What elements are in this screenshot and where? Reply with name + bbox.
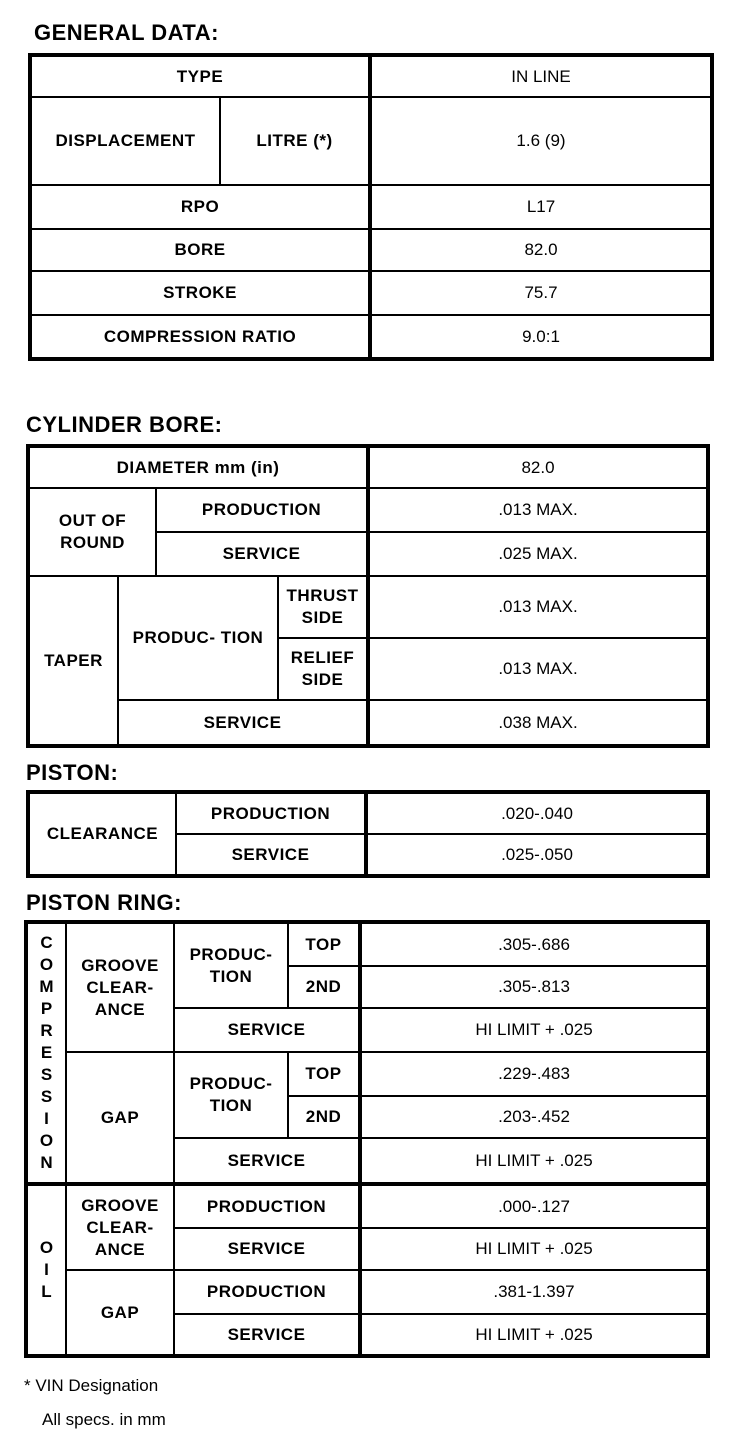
cylinder-bore-heading: CYLINDER BORE: (26, 412, 223, 437)
table-row (26, 1270, 708, 1314)
oil-groove-clearance-label: GROOVE CLEAR- ANCE (66, 1184, 174, 1270)
rpo-label: RPO (30, 185, 370, 229)
oil-gap-service-label: SERVICE (174, 1314, 360, 1356)
taper-label: TAPER (28, 576, 118, 746)
table-row (28, 700, 708, 746)
piston-production-label: PRODUCTION (176, 792, 366, 834)
table-row (26, 922, 708, 966)
piston-heading: PISTON: (26, 760, 119, 785)
comp-groove-2nd-value: .305-.813 (360, 966, 708, 1008)
vertical-letter: P (40, 999, 53, 1018)
out-of-round-label: OUT OF ROUND (28, 488, 156, 576)
stroke-value: 75.7 (370, 271, 712, 315)
diameter-label: DIAMETER mm (in) (28, 446, 368, 488)
piston-service-value: .025-.050 (366, 834, 708, 876)
table-row (30, 315, 712, 359)
vertical-letter: C (40, 933, 53, 952)
relief-side-label: RELIEF SIDE (278, 638, 368, 700)
vertical-letter: I (44, 1109, 49, 1128)
comp-gap-production-label: PRODUC- TION (174, 1052, 288, 1138)
table-row (28, 576, 708, 638)
piston-service-label: SERVICE (176, 834, 366, 876)
comp-gap-service-value: HI LIMIT + .025 (360, 1138, 708, 1184)
general-data-heading: GENERAL DATA: (34, 20, 219, 45)
table-row (30, 229, 712, 271)
stroke-label: STROKE (30, 271, 370, 315)
oil-groove-service-label: SERVICE (174, 1228, 360, 1270)
cylinder-bore-table (26, 444, 710, 748)
comp-groove-top-label: TOP (288, 922, 360, 966)
general-data-table (28, 53, 714, 361)
bore-label: BORE (30, 229, 370, 271)
comp-groove-service-label: SERVICE (174, 1008, 360, 1052)
vin-note: * VIN Designation (24, 1376, 159, 1395)
comp-gap-2nd-label: 2ND (288, 1096, 360, 1138)
comp-groove-2nd-label: 2ND (288, 966, 360, 1008)
taper-service-value: .038 MAX. (368, 700, 708, 746)
taper-service-label: SERVICE (118, 700, 368, 746)
vertical-letter: I (44, 1260, 49, 1279)
comp-gap-2nd-value: .203-.452 (360, 1096, 708, 1138)
oil-groove-production-value: .000-.127 (360, 1184, 708, 1228)
units-note: All specs. in mm (42, 1410, 166, 1429)
rpo-value: L17 (370, 185, 712, 229)
comp-gap-top-value: .229-.483 (360, 1052, 708, 1096)
table-row (26, 1052, 708, 1096)
comp-gap-top-label: TOP (288, 1052, 360, 1096)
comp-gap-service-label: SERVICE (174, 1138, 360, 1184)
litre-value: 1.6 (9) (370, 97, 712, 185)
oil-gap-production-label: PRODUCTION (174, 1270, 360, 1314)
vertical-letter: E (40, 1043, 53, 1062)
compression-vertical-label (26, 922, 66, 1184)
litre-label: LITRE (*) (220, 97, 370, 185)
oor-service-label: SERVICE (156, 532, 368, 576)
oil-groove-production-label: PRODUCTION (174, 1184, 360, 1228)
comp-groove-production-label: PRODUC- TION (174, 922, 288, 1008)
type-value: IN LINE (370, 55, 712, 97)
comp-gap-label: GAP (66, 1052, 174, 1184)
vertical-letter: O (39, 1238, 54, 1257)
thrust-side-value: .013 MAX. (368, 576, 708, 638)
piston-ring-table (24, 920, 710, 1358)
compression-ratio-label: COMPRESSION RATIO (30, 315, 370, 359)
table-row (30, 97, 712, 185)
oor-production-label: PRODUCTION (156, 488, 368, 532)
vertical-letter: R (40, 1021, 53, 1040)
table-row (28, 488, 708, 532)
relief-side-value: .013 MAX. (368, 638, 708, 700)
oil-gap-production-value: .381-1.397 (360, 1270, 708, 1314)
table-row (30, 271, 712, 315)
table-row (28, 792, 708, 834)
diameter-value: 82.0 (368, 446, 708, 488)
oor-service-value: .025 MAX. (368, 532, 708, 576)
table-row (28, 446, 708, 488)
thrust-side-label: THRUST SIDE (278, 576, 368, 638)
displacement-label: DISPLACEMENT (30, 97, 220, 185)
oil-groove-service-value: HI LIMIT + .025 (360, 1228, 708, 1270)
vertical-letter: M (39, 977, 54, 996)
vertical-letter: S (40, 1065, 53, 1084)
piston-table (26, 790, 710, 878)
comp-groove-service-value: HI LIMIT + .025 (360, 1008, 708, 1052)
vertical-letter: O (39, 955, 54, 974)
vertical-letter: L (41, 1282, 52, 1301)
oil-gap-service-value: HI LIMIT + .025 (360, 1314, 708, 1356)
vertical-letter: S (40, 1087, 53, 1106)
vertical-letter: N (40, 1153, 53, 1172)
oil-gap-label: GAP (66, 1270, 174, 1356)
taper-production-label: PRODUC- TION (118, 576, 278, 700)
comp-groove-top-value: .305-.686 (360, 922, 708, 966)
vertical-letter: O (39, 1131, 54, 1150)
piston-production-value: .020-.040 (366, 792, 708, 834)
oor-production-value: .013 MAX. (368, 488, 708, 532)
bore-value: 82.0 (370, 229, 712, 271)
oil-vertical-label (26, 1184, 66, 1356)
table-row (30, 55, 712, 97)
clearance-label: CLEARANCE (28, 792, 176, 876)
comp-groove-clearance-label: GROOVE CLEAR- ANCE (66, 922, 174, 1052)
table-row (30, 185, 712, 229)
compression-ratio-value: 9.0:1 (370, 315, 712, 359)
table-row (26, 1184, 708, 1228)
piston-ring-heading: PISTON RING: (26, 890, 182, 915)
type-label: TYPE (30, 55, 370, 97)
